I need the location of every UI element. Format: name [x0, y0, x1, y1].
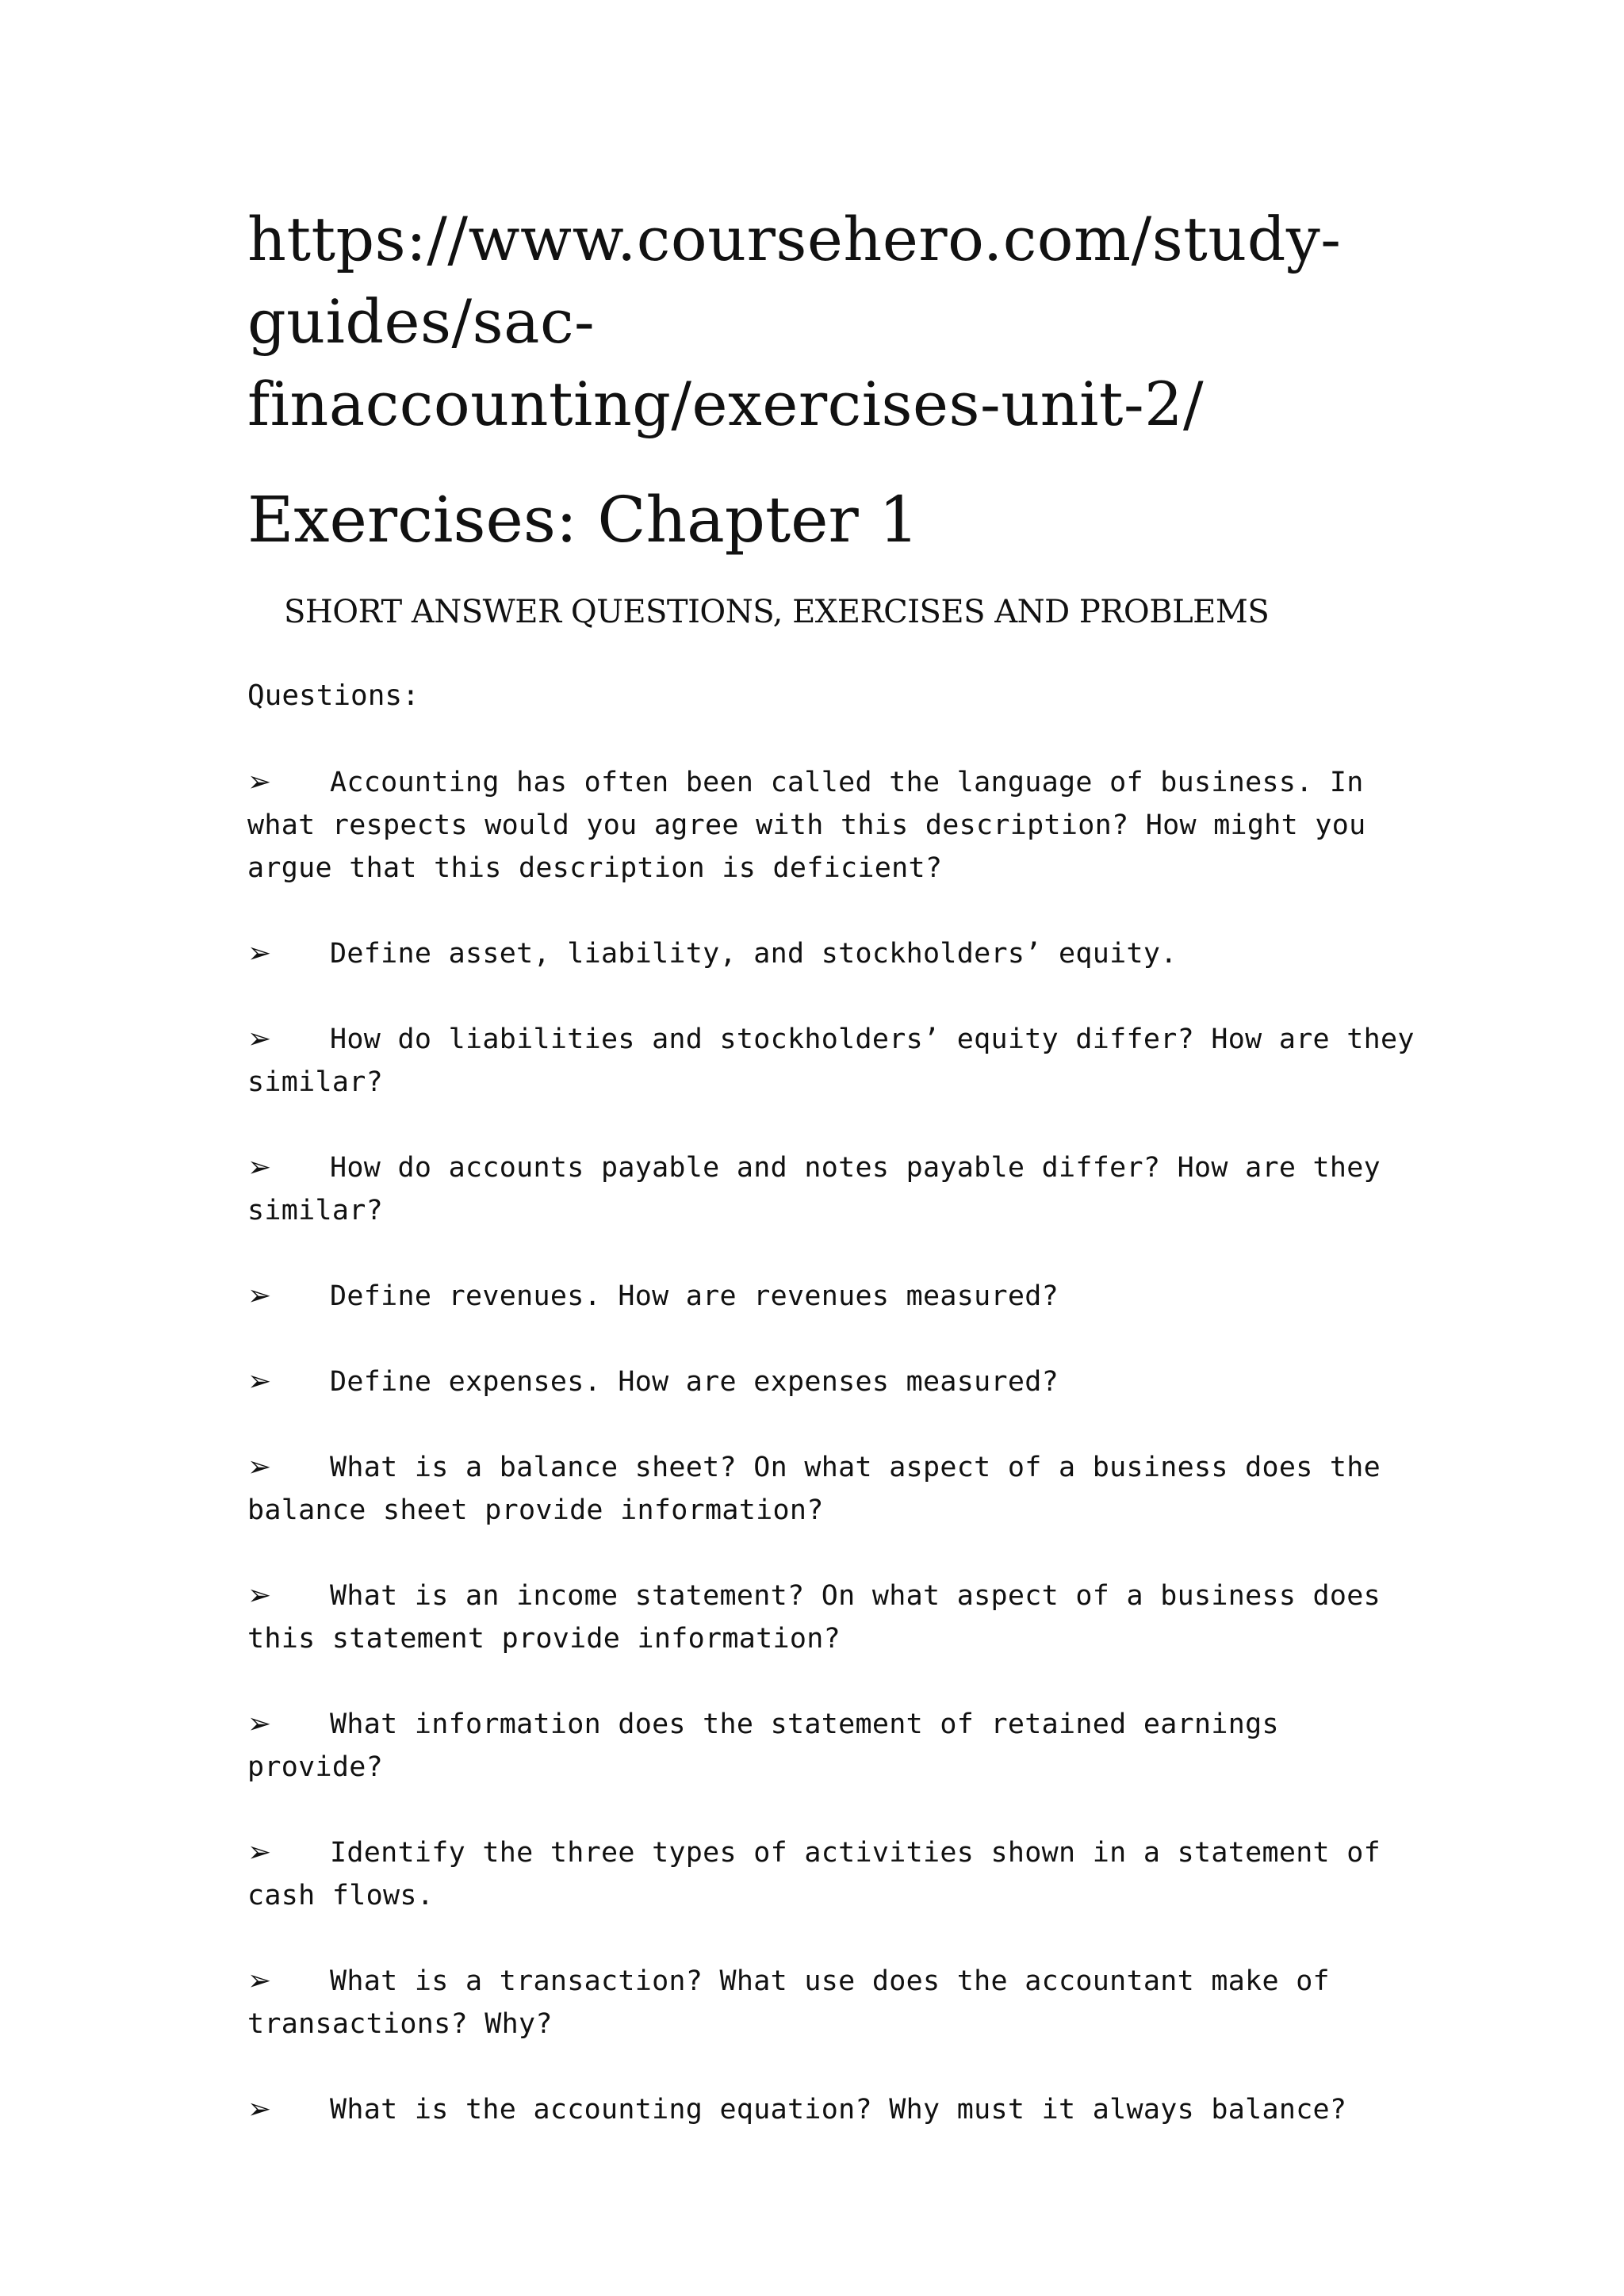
question-text: Define asset, liability, and stockholders’ equity.	[330, 938, 1178, 970]
question-item	[247, 761, 1421, 890]
question-item	[247, 1446, 1421, 1532]
question-text: Identify the three types of activities shown in a statement of cash flows.	[247, 1837, 1381, 1911]
questions-label: Questions:	[247, 679, 419, 712]
arrow-bullet-icon: ➢	[247, 937, 272, 970]
question-list	[247, 761, 1421, 2131]
arrow-bullet-icon: ➢	[247, 1965, 272, 1997]
arrow-bullet-icon: ➢	[247, 1579, 272, 1612]
arrow-bullet-icon: ➢	[247, 766, 272, 798]
question-text: What is an income statement? On what aspect of a business does this statement provide information?	[247, 1580, 1381, 1655]
question-text: Define revenues. How are revenues measured?	[330, 1280, 1059, 1312]
arrow-bullet-icon: ➢	[247, 1451, 272, 1483]
question-item	[247, 1360, 1421, 1403]
question-item	[247, 2088, 1421, 2131]
chapter-title: Exercises: Chapter 1	[247, 483, 920, 557]
section-heading: SHORT ANSWER QUESTIONS, EXERCISES AND PROBLEMS	[284, 594, 1270, 630]
question-item	[247, 1703, 1421, 1789]
question-item	[247, 1018, 1421, 1104]
arrow-bullet-icon: ➢	[247, 1365, 272, 1398]
document-content	[247, 198, 1421, 2174]
arrow-bullet-icon: ➢	[247, 1836, 272, 1869]
question-text: What is a transaction? What use does the accountant make of transactions? Why?	[247, 1965, 1330, 2040]
question-text: What information does the statement of retained earnings provide?	[247, 1709, 1279, 1783]
arrow-bullet-icon: ➢	[247, 1023, 272, 1055]
arrow-bullet-icon: ➢	[247, 2093, 272, 2126]
question-text: What is the accounting equation? Why must it always balance?	[330, 2094, 1347, 2126]
question-item	[247, 1960, 1421, 2045]
question-text: What is a balance sheet? On what aspect of a business does the balance sheet provide information?	[247, 1452, 1381, 1526]
question-item	[247, 1275, 1421, 1318]
question-item	[247, 1146, 1421, 1232]
arrow-bullet-icon: ➢	[247, 1280, 272, 1312]
question-text: Define expenses. How are expenses measured?	[330, 1366, 1059, 1398]
question-item	[247, 932, 1421, 975]
question-text: How do accounts payable and notes payable differ? How are they similar?	[247, 1152, 1381, 1226]
question-text: How do liabilities and stockholders’ equity differ? How are they similar?	[247, 1024, 1415, 1098]
source-url-heading: https://www.coursehero.com/study- guides/sac- finaccounting/exercises-unit-2/	[247, 204, 1342, 439]
arrow-bullet-icon: ➢	[247, 1151, 272, 1184]
question-item	[247, 1575, 1421, 1660]
arrow-bullet-icon: ➢	[247, 1708, 272, 1740]
question-item	[247, 1831, 1421, 1917]
question-text: Accounting has often been called the language of business. In what respects would you agree with this description? How might you argue that this description is deficient?	[247, 767, 1366, 884]
